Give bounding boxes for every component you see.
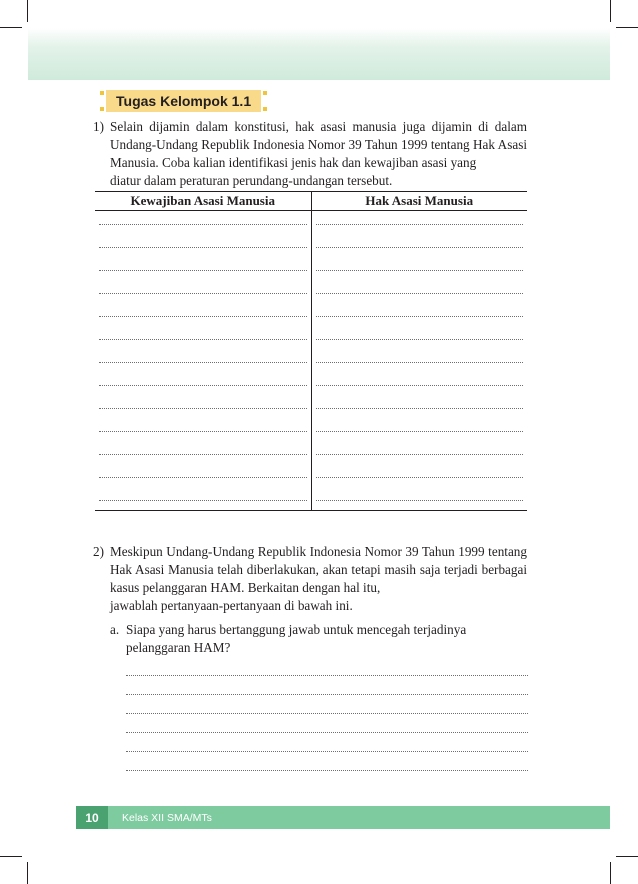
dotted-answer-line <box>99 451 307 455</box>
table-row <box>95 303 527 326</box>
sub-question-letter: a. <box>110 622 120 637</box>
table-row <box>95 280 527 303</box>
dotted-answer-line[interactable] <box>126 714 528 733</box>
label-corner-decoration <box>263 107 267 111</box>
dotted-answer-line[interactable] <box>126 695 528 714</box>
dotted-answer-line <box>99 221 307 225</box>
dotted-answer-line <box>316 382 524 386</box>
column-header-rights: Hak Asasi Manusia <box>311 192 527 211</box>
question-text-main: Selain dijamin dalam konstitusi, hak asasi manusia juga dijamin di dalam Undang-Undang Republik Indonesia Nomor 39 Tahun 1999 tentang Hak Asasi Manusia. Coba kalian identifikasi jenis hak dan kewajiban asasi yang <box>110 119 527 170</box>
table-row <box>95 487 527 511</box>
dotted-answer-line <box>99 290 307 294</box>
question-number: 1) <box>93 119 104 134</box>
dotted-answer-line <box>99 267 307 271</box>
table-header-row <box>95 192 527 211</box>
obligation-answer-cell[interactable] <box>95 487 311 511</box>
crop-mark <box>610 862 611 884</box>
book-title: Kelas XII SMA/MTs <box>122 811 212 824</box>
crop-mark <box>610 0 611 22</box>
obligation-answer-cell[interactable] <box>95 211 311 235</box>
dotted-answer-line <box>316 359 524 363</box>
dotted-answer-line <box>316 290 524 294</box>
dotted-answer-line <box>99 336 307 340</box>
table-row <box>95 372 527 395</box>
crop-mark <box>0 27 22 28</box>
table-row <box>95 211 527 235</box>
dotted-answer-line <box>316 221 524 225</box>
right-answer-cell[interactable] <box>311 211 527 235</box>
sub-question-text-main: Siapa yang harus bertanggung jawab untuk mencegah terjadinya <box>126 622 467 637</box>
right-answer-cell[interactable] <box>311 372 527 395</box>
table-row <box>95 464 527 487</box>
table-row <box>95 234 527 257</box>
crop-mark <box>27 0 28 22</box>
dotted-answer-line <box>99 359 307 363</box>
obligation-answer-cell[interactable] <box>95 418 311 441</box>
dotted-answer-line <box>99 474 307 478</box>
obligation-answer-cell[interactable] <box>95 349 311 372</box>
sub-question-text-last: pelanggaran HAM? <box>126 640 231 655</box>
table-row <box>95 326 527 349</box>
right-answer-cell[interactable] <box>311 349 527 372</box>
crop-mark <box>27 862 28 884</box>
dotted-answer-line <box>99 313 307 317</box>
dotted-answer-line <box>316 451 524 455</box>
crop-mark <box>616 27 638 28</box>
obligation-answer-cell[interactable] <box>95 326 311 349</box>
dotted-answer-line[interactable] <box>126 657 528 676</box>
question-text <box>110 543 527 615</box>
dotted-answer-line <box>316 428 524 432</box>
task-label-title: Tugas Kelompok 1.1 <box>106 90 261 112</box>
obligation-answer-cell[interactable] <box>95 395 311 418</box>
dotted-answer-line[interactable] <box>126 752 528 771</box>
obligation-answer-cell[interactable] <box>95 441 311 464</box>
right-answer-cell[interactable] <box>311 326 527 349</box>
dotted-answer-line <box>316 474 524 478</box>
table-row <box>95 441 527 464</box>
question-text-last: diatur dalam peraturan perundang-undangan tersebut. <box>110 173 393 188</box>
table-row <box>95 395 527 418</box>
crop-mark <box>616 856 638 857</box>
header-band <box>28 28 610 80</box>
table-row <box>95 418 527 441</box>
obligation-answer-cell[interactable] <box>95 257 311 280</box>
dotted-answer-line <box>316 497 524 501</box>
dotted-answer-line <box>316 313 524 317</box>
right-answer-cell[interactable] <box>311 487 527 511</box>
column-header-obligations: Kewajiban Asasi Manusia <box>95 192 311 211</box>
label-corner-decoration <box>100 91 104 95</box>
dotted-answer-line <box>316 244 524 248</box>
obligation-answer-cell[interactable] <box>95 372 311 395</box>
dotted-answer-line <box>99 497 307 501</box>
page-number: 10 <box>76 806 108 829</box>
question-number: 2) <box>93 544 104 559</box>
right-answer-cell[interactable] <box>311 303 527 326</box>
right-answer-cell[interactable] <box>311 441 527 464</box>
task-label <box>100 89 267 113</box>
dotted-answer-line <box>99 428 307 432</box>
label-corner-decoration <box>100 107 104 111</box>
dotted-answer-line <box>316 405 524 409</box>
question-text <box>110 118 527 190</box>
dotted-answer-line <box>316 336 524 340</box>
table-row <box>95 257 527 280</box>
question-1 <box>93 118 527 190</box>
right-answer-cell[interactable] <box>311 234 527 257</box>
sub-question-a <box>110 621 528 657</box>
dotted-answer-line <box>99 405 307 409</box>
obligation-answer-cell[interactable] <box>95 280 311 303</box>
question-2 <box>93 543 527 615</box>
right-answer-cell[interactable] <box>311 280 527 303</box>
label-corner-decoration <box>263 91 267 95</box>
right-answer-cell[interactable] <box>311 464 527 487</box>
sub-question-text <box>126 621 528 657</box>
question-text-main: Meskipun Undang-Undang Republik Indonesia Nomor 39 Tahun 1999 tentang Hak Asasi Manusia telah diberlakukan, akan tetapi masih saja terjadi berbagai kasus pelanggaran HAM. Berkaitan dengan hal itu, <box>110 544 527 595</box>
obligation-answer-cell[interactable] <box>95 234 311 257</box>
dotted-answer-line <box>99 382 307 386</box>
question-text-last: jawablah pertanyaan-pertanyaan di bawah ini. <box>110 598 353 613</box>
right-answer-cell[interactable] <box>311 395 527 418</box>
answer-area[interactable] <box>126 657 528 771</box>
dotted-answer-line <box>99 244 307 248</box>
right-answer-cell[interactable] <box>311 418 527 441</box>
dotted-answer-line[interactable] <box>126 676 528 695</box>
right-answer-cell[interactable] <box>311 257 527 280</box>
rights-obligations-table <box>95 191 527 511</box>
obligation-answer-cell[interactable] <box>95 464 311 487</box>
dotted-answer-line[interactable] <box>126 733 528 752</box>
obligation-answer-cell[interactable] <box>95 303 311 326</box>
dotted-answer-line <box>316 267 524 271</box>
table-row <box>95 349 527 372</box>
crop-mark <box>0 856 22 857</box>
